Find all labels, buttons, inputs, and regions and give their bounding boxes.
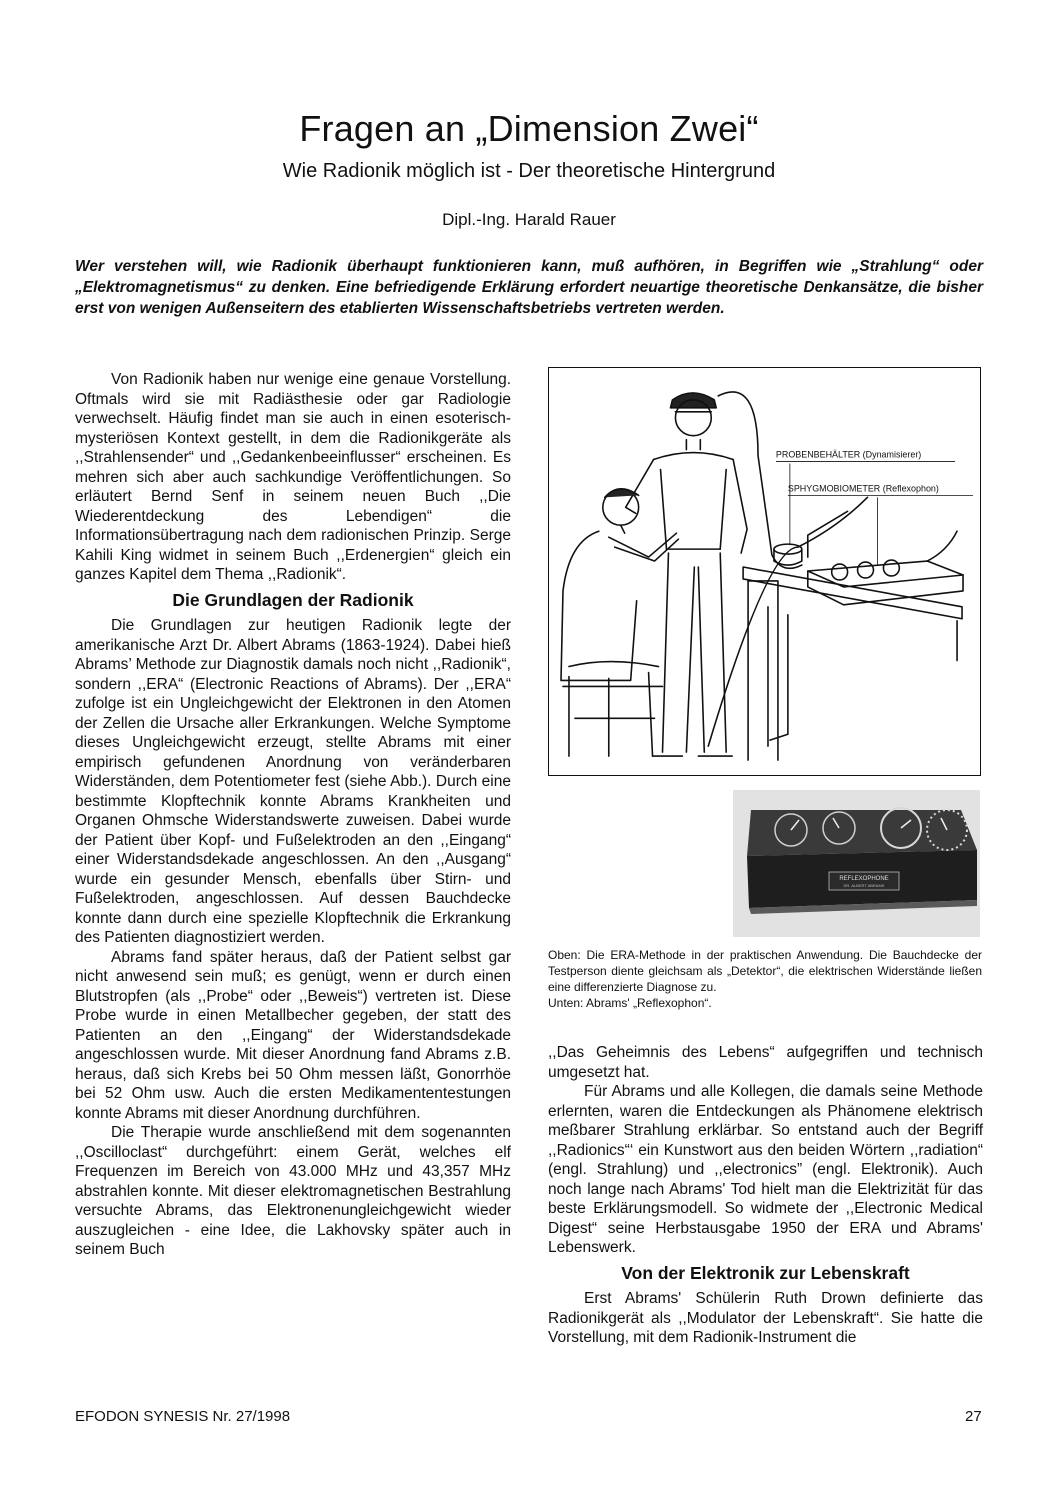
paragraph: Erst Abrams' Schülerin Ruth Drown definierte das Radionikgerät als ,,Modulator der Lebenskraft“. Sie hatte die Vorstellung, mit dem Radionik-Instrument die: [548, 1290, 983, 1346]
page-number: 27: [965, 1408, 982, 1425]
article-author: Dipl.-Ing. Harald Rauer: [442, 210, 616, 229]
paragraph: ,,Das Geheimnis des Lebens“ aufgegriffen und technisch umgesetzt hat.: [548, 1044, 983, 1081]
journal-footer: EFODON SYNESIS Nr. 27/1998: [75, 1408, 291, 1425]
reflexophon-photo: [733, 790, 980, 937]
paragraph: Für Abrams und alle Kollegen, die damals seine Methode erlernten, waren die Entdeckungen als Phänomene elektrisch meßbarer Strahlung erklärbar. So entstand auch der Begriff ,,Radionics“‘ ein Kunstwort aus den beiden Wörtern ,,radiation“ (engl. Strahlung) und ,,electronics” (engl. Elektronik). Auch noch lange nach Abrams' Tod hielt man die Elektrizität für das beste Erklärungsmodell. So widmete der ,,Electronic Medical Digest“ seine Herbstausgabe 1950 der ERA und Abrams' Lebenswerk.: [548, 1083, 983, 1256]
era-method-drawing: [549, 368, 980, 775]
device-plate-name: REFLEXOPHONE: [839, 876, 889, 882]
lead-paragraph: Wer verstehen will, wie Radionik überhaupt funktionieren kann, muß aufhören, in Begriffen wie „Strahlung“ oder „Elektromagnetismus“ zu denken. Eine befriedigende Erklärung erfordert neuartige theoretische Denkansätze, die bisher erst von wenigen Außenseitern des etablierten Wissenschaftsbetriebs vertreten werden.: [75, 258, 983, 317]
era-method-illustration: [548, 367, 981, 776]
label-probe-container: PROBENBEHÄLTER (Dynamisierer): [775, 449, 922, 460]
device-plate-maker: DR. ALBERT ABRAMS: [843, 883, 885, 888]
right-column: [548, 1043, 983, 1348]
article-title: Fragen an „Dimension Zwei“: [299, 108, 759, 149]
caption-top: Oben: Die ERA-Methode in der praktischen Anwendung. Die Bauchdecke der Testperson diente gleichsam als „Detektor“, die elektrischen Widerstände ließen eine differenzierte Diagnose zu.: [548, 948, 982, 994]
paragraph: Abrams fand später heraus, daß der Patient selbst gar nicht anwesend sein muß; es genügt, wenn er durch einen Blutstropfen (als ,,Probe“ oder ,,Beweis“) vertreten ist. Diese Probe wurde in einen Metallbecher gegeben, der statt des Patienten an den ,,Eingang“ der Widerstandsdekade angeschlossen wurde. Mit dieser Anordnung fand Abrams z.B. heraus, daß sich Krebs bei 50 Ohm messen läßt, Gonorrhöe bei 52 Ohm usw. Auch die ersten Medikamententestungen konnte Abrams mit dieser Anordnung durchführen.: [75, 948, 511, 1122]
paragraph: Die Therapie wurde anschließend mit dem sogenannten ,,Oscilloclast“ durchgeführt: einem Gerät, welches elf Frequenzen im Bereich von 43.000 MHz und 43,357 MHz abstrahlen konnte. Mit dieser elektromagnetischen Bestrahlung versuchte Abrams, das Elektronenungleichgewicht wieder auszugleichen - eine Idee, die Lakhovsky später auch in seinem Buch: [75, 1124, 511, 1258]
article-subtitle: Wie Radionik möglich ist - Der theoretische Hintergrund: [282, 160, 776, 182]
caption-bottom: Unten: Abrams' „Reflexophon“.: [548, 996, 712, 1010]
left-column: [75, 370, 511, 1260]
label-sphygmobiometer: SPHYGMOBIOMETER (Reflexophon): [787, 483, 939, 494]
figure-caption: [548, 947, 982, 1011]
reflexophon-device-image: [733, 790, 980, 937]
section-heading: Von der Elektronik zur Lebenskraft: [621, 1262, 910, 1283]
paragraph: Die Grundlagen zur heutigen Radionik legte der amerikanische Arzt Dr. Albert Abrams (1863-1924). Dabei hieß Abrams’ Methode zur Diagnostik damals noch nicht ,,Radionik“, sondern ,,ERA“ (Electronic Reactions of Abrams). Der ,,ERA“ zufolge ist ein Ungleichgewicht der Elektronen in den Atomen der Zellen die Ursache aller Erkrankungen. Welche Symptome dieses Ungleichgewicht erzeugt, stellte Abrams mit einer empirisch gefundenen Anordnung von veränderbaren Widerständen, dem Potentiometer fest (siehe Abb.). Durch eine bestimmte Klopftechnik konnte Abrams Krankheiten und Organen Ohmsche Widerstandswerte zuweisen. Dabei wurde der Patient über Kopf- und Fußelektroden an den ,,Eingang“ einer Widerstandsdekade angeschlossen. An den ,,Ausgang“ wurde ein gesunder Mensch, ebenfalls über Stirn- und Fußelektroden, angeschlossen. Auf dessen Bauchdecke konnte dann durch eine spezielle Klopftechnik die Erkrankung des Patienten diagnostiziert werden.: [75, 617, 511, 946]
paragraph: Von Radionik haben nur wenige eine genaue Vorstellung. Oftmals wird sie mit Radiästhesie oder gar Radiologie verwechselt. Häufig findet man sie auch in einen esoterisch-mysteriösen Kontext gestellt, in dem die Radionikgeräte als ,,Strahlensender“ und ,,Gedankenbeeinflusser“ erscheinen. Es mehren sich aber auch sachkundige Veröffentlichungen. So erläutert Bernd Senf in seinem neuen Buch ,,Die Wiederentdeckung des Lebendigen“ die Informationsübertragung nach dem radionischen Prinzip. Serge Kahili King widmet in seinem Buch ,,Erdenergien“ gleich ein ganzes Kapitel dem Thema ,,Radionik“.: [75, 371, 511, 583]
section-heading: Die Grundlagen der Radionik: [172, 589, 414, 610]
